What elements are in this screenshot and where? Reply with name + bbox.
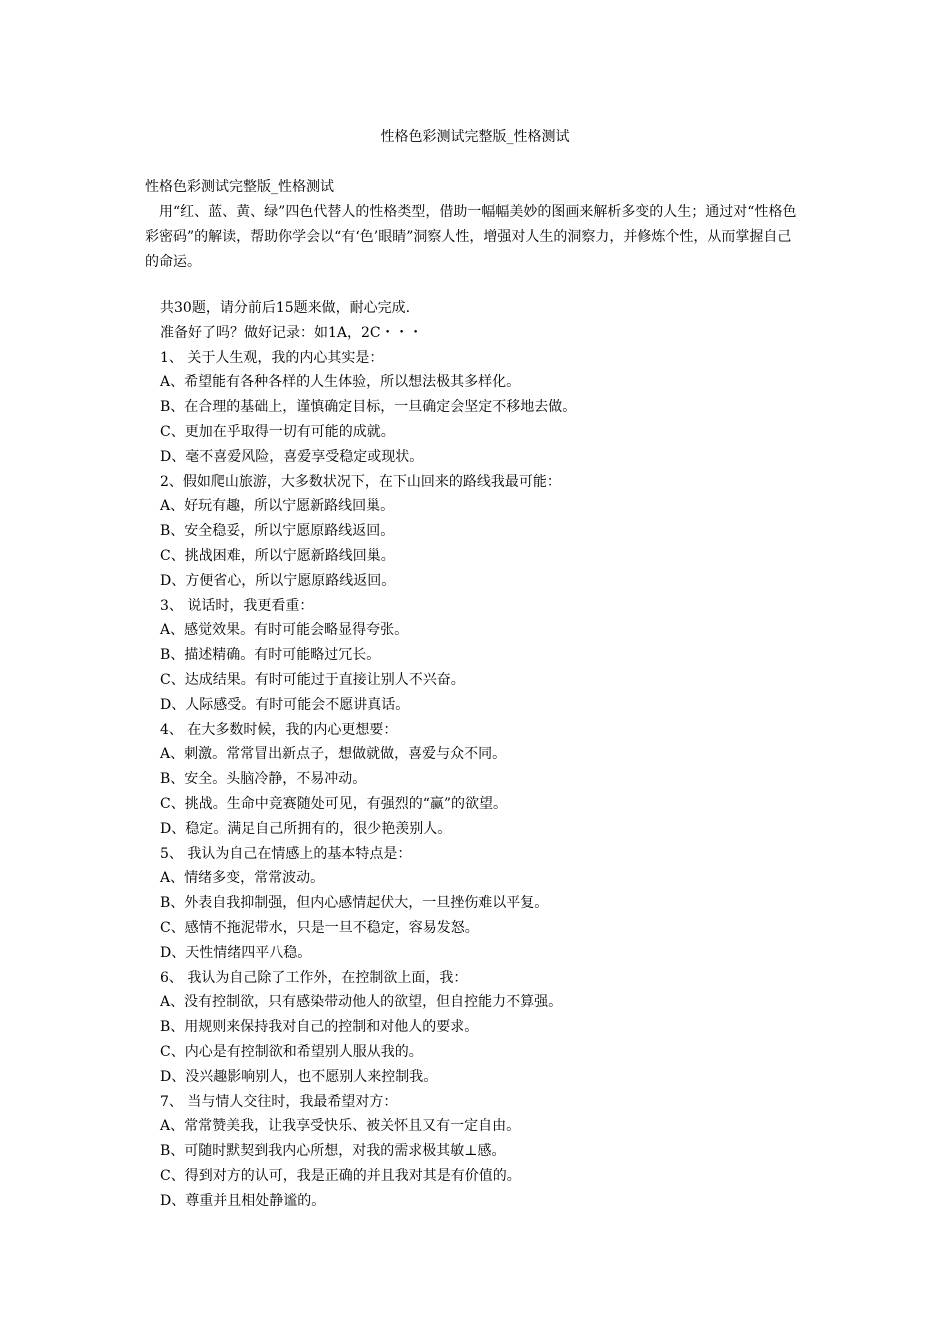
option-4c: C、挑战。生命中竞赛随处可见，有强烈的“赢”的欲望。 [160,795,508,812]
option-3b: B、描述精确。有时可能略过冗长。 [160,647,381,664]
option-2c: C、挑战困难，所以宁愿新路线回巢。 [160,547,395,564]
option-3d: D、人际感受。有时可能会不愿讲真话。 [160,696,410,713]
question-6: 6、 我认为自己除了工作外，在控制欲上面，我： [160,969,468,986]
option-4b: B、安全。头脑冷静，不易冲动。 [160,771,367,788]
option-5d: D、天性情绪四平八稳。 [160,944,312,961]
option-5b: B、外表自我抑制强，但内心感情起伏大，一旦挫伤难以平复。 [160,895,549,912]
question-7: 7、 当与情人交往时，我最希望对方： [160,1093,398,1110]
question-3: 3、 说话时，我更看重： [160,597,314,614]
question-1: 1、 关于人生观，我的内心其实是： [160,349,384,366]
option-7c: C、得到对方的认可，我是正确的并且我对其是有价值的。 [160,1167,521,1184]
document-subtitle: 性格色彩测试完整版_性格测试 [145,179,334,195]
option-1a: A、希望能有各种各样的人生体验，所以想法极其多样化。 [160,374,521,391]
intro-paragraph: 用“红、蓝、黄、绿”四色代替人的性格类型，借助一幅幅美妙的图画来解析多变的人生；通过对“性格色彩密码”的解读，帮助你学会以“有‘色’眼睛”洞察人性，增强对人生的洞察力，并修炼个性，从而掌握自己的命运。 [145,204,797,270]
option-5c: C、感情不拖泥带水，只是一旦不稳定，容易发怒。 [160,919,479,936]
option-7a: A、常常赞美我，让我享受快乐、被关怀且又有一定自由。 [160,1118,521,1135]
option-4d: D、稳定。满足自己所拥有的，很少艳羡别人。 [160,820,452,837]
notice-text: 共30题，请分前后15题来做，耐心完成. [160,300,411,316]
option-1c: C、更加在乎取得一切有可能的成就。 [160,423,395,440]
option-6d: D、没兴趣影响别人，也不愿别人来控制我。 [160,1068,438,1085]
option-2b: B、安全稳妥，所以宁愿原路线返回。 [160,523,395,540]
quiz-body [160,296,800,1213]
document-title: 性格色彩测试完整版_性格测试 [380,129,570,145]
option-6c: C、内心是有控制欲和希望别人服从我的。 [160,1043,423,1060]
option-6b: B、用规则来保持我对自己的控制和对他人的要求。 [160,1019,479,1036]
option-7d: D、尊重并且相处静谧的。 [160,1192,326,1209]
option-6a: A、没有控制欲，只有感染带动他人的欲望，但自控能力不算强。 [160,994,563,1011]
option-5a: A、情绪多变，常常波动。 [160,870,325,887]
question-4: 4、 在大多数时候，我的内心更想要： [160,721,398,738]
option-1b: B、在合理的基础上，谨慎确定目标，一旦确定会坚定不移地去做。 [160,399,577,416]
option-4a: A、刺激。常常冒出新点子，想做就做，喜爱与众不同。 [160,746,507,763]
option-7b: B、可随时默契到我内心所想，对我的需求极其敏⊥感。 [160,1143,506,1160]
option-2a: A、好玩有趣，所以宁愿新路线回巢。 [160,498,395,515]
option-3c: C、达成结果。有时可能过于直接让别人不兴奋。 [160,671,465,688]
option-1d: D、毫不喜爱风险，喜爱享受稳定或现状。 [160,448,424,465]
question-5: 5、 我认为自己在情感上的基本特点是： [160,845,412,862]
option-3a: A、感觉效果。有时可能会略显得夸张。 [160,622,409,639]
option-2d: D、方便省心，所以宁愿原路线返回。 [160,572,396,589]
prep-text: 准备好了吗？做好记录：如1A，2C・・・ [160,324,423,341]
question-2: 2、假如爬山旅游，大多数状况下，在下山回来的路线我最可能： [160,473,561,490]
